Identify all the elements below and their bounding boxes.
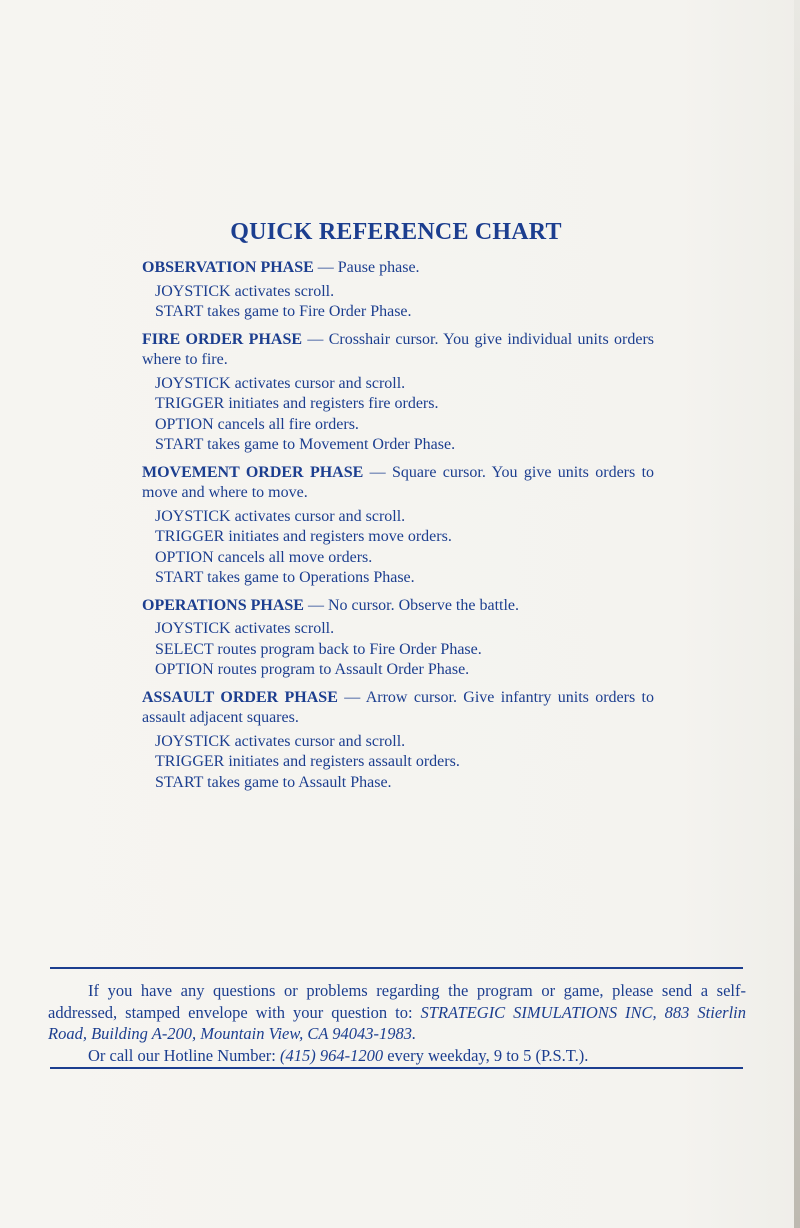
phase-description: Crosshair cursor. You give individual units orders where to fire. bbox=[142, 330, 654, 368]
section-movement-order-phase bbox=[142, 463, 654, 589]
list-item: TRIGGER initiates and registers move orders. bbox=[155, 528, 452, 545]
list-item: OPTION routes program to Assault Order Phase. bbox=[155, 661, 470, 678]
section-heading bbox=[142, 258, 654, 279]
hotline-paragraph bbox=[48, 1045, 746, 1067]
hotline-text: Or call our Hotline Number: bbox=[88, 1045, 280, 1065]
list-item: OPTION cancels all fire orders. bbox=[155, 415, 359, 433]
list-item: START takes game to Movement Order Phase. bbox=[155, 436, 456, 453]
list-item: START takes game to Operations Phase. bbox=[155, 569, 415, 586]
control-list bbox=[155, 619, 654, 681]
list-item: JOYSTICK activates cursor and scroll. bbox=[155, 374, 406, 392]
phase-name: OBSERVATION PHASE bbox=[142, 259, 314, 276]
phase-description: No cursor. Observe the battle. bbox=[327, 596, 520, 614]
page-title: QUICK REFERENCE CHART bbox=[230, 219, 562, 245]
list-item: START takes game to Assault Phase. bbox=[155, 773, 392, 791]
list-item: OPTION cancels all move orders. bbox=[155, 548, 373, 566]
company-address: STRATEGIC SIMULATIONS INC, 883 Stierlin Road, Building A-200, Mountain View, CA 94043-1983. bbox=[48, 1002, 746, 1043]
section-assault-order-phase bbox=[142, 688, 654, 794]
section-operations-phase bbox=[142, 596, 654, 681]
reference-chart bbox=[142, 258, 654, 800]
phase-name: MOVEMENT ORDER PHASE bbox=[142, 463, 364, 481]
control-list bbox=[155, 374, 654, 456]
dash: — bbox=[363, 463, 392, 481]
phase-name: OPERATIONS PHASE bbox=[142, 596, 304, 614]
contact-info bbox=[48, 980, 746, 1066]
list-item: START takes game to Fire Order Phase. bbox=[155, 303, 412, 320]
phase-name: FIRE ORDER PHASE bbox=[142, 330, 303, 348]
dash: — bbox=[337, 688, 366, 706]
list-item: JOYSTICK activates cursor and scroll. bbox=[155, 507, 406, 525]
control-list bbox=[155, 507, 654, 589]
hotline-number: (415) 964-1200 bbox=[280, 1045, 384, 1065]
contact-text: If you have any questions or problems regarding the program or game, please send a self-addressed, stamped envelope with your question to: bbox=[48, 981, 746, 1022]
divider-bottom bbox=[50, 1067, 743, 1069]
phase-name: ASSAULT ORDER PHASE bbox=[142, 688, 338, 706]
list-item: TRIGGER initiates and registers fire orders. bbox=[155, 395, 439, 412]
dash: — bbox=[302, 330, 329, 348]
divider-top bbox=[50, 967, 743, 969]
list-item: JOYSTICK activates scroll. bbox=[155, 282, 335, 300]
page-edge bbox=[794, 0, 800, 1228]
dash: — bbox=[313, 259, 338, 276]
control-list bbox=[155, 732, 654, 794]
section-heading bbox=[142, 330, 654, 371]
section-heading bbox=[142, 463, 654, 504]
section-heading bbox=[142, 596, 654, 617]
phase-description: Arrow cursor. Give infantry units orders to assault adjacent squares. bbox=[142, 688, 655, 726]
section-fire-order-phase bbox=[142, 330, 654, 456]
hotline-hours: every weekday, 9 to 5 (P.S.T.). bbox=[383, 1045, 589, 1065]
section-observation-phase bbox=[142, 258, 654, 323]
list-item: JOYSTICK activates scroll. bbox=[155, 620, 335, 637]
control-list bbox=[155, 282, 654, 323]
section-heading bbox=[142, 688, 654, 729]
dash: — bbox=[303, 596, 328, 614]
list-item: TRIGGER initiates and registers assault orders. bbox=[155, 753, 460, 770]
phase-description: Square cursor. You give units orders to move and where to move. bbox=[142, 463, 655, 501]
list-item: JOYSTICK activates cursor and scroll. bbox=[155, 732, 406, 750]
phase-description: Pause phase. bbox=[337, 259, 420, 276]
contact-paragraph bbox=[48, 980, 746, 1045]
list-item: SELECT routes program back to Fire Order Phase. bbox=[155, 640, 482, 658]
